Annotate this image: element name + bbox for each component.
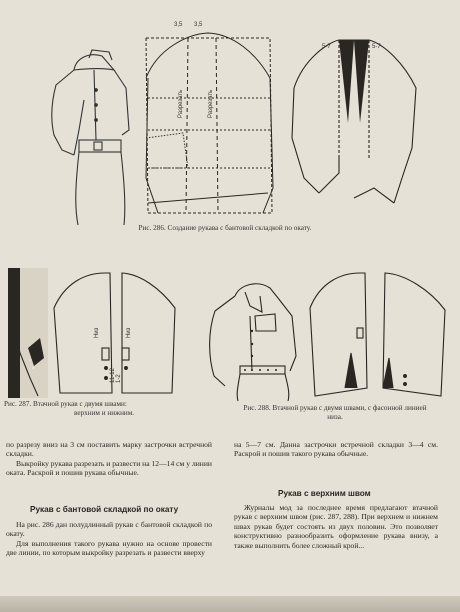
cut-label: Разрезать: [208, 89, 214, 118]
section-heading-bow-pleat: Рукав с бантовой складкой по окату: [30, 505, 179, 514]
caption-line: низа.: [327, 412, 343, 421]
fig287-arm-sketch: [8, 268, 48, 398]
fig287-caption: [4, 400, 204, 417]
paragraph: Для выполнения такого рукава нужно на основе провести две линии, по которым выкройку разрезать и развести вверху: [6, 538, 212, 558]
dim-label: 1-2: [116, 374, 122, 383]
right-column-top: [234, 440, 438, 459]
fig288-bodice-sketch: [200, 276, 305, 401]
label-bottom: Низ: [94, 327, 100, 338]
caption-line: Рис. 288. Втачной рукав с двумя швами, с фасонной линией: [243, 404, 427, 412]
right-column-bottom: [234, 503, 438, 550]
caption-line: Рис. 287. Втачной рукав с двумя швами:: [4, 400, 127, 408]
paragraph: Журналы мод за последнее время предлагают втачной рукав с верхним швом (рис. 287, 288). При верхнем и нижнем швах рукав будет состоять из двух половин. Это позволяет конструктивно разнообразить оформление рукава внизу, а также выполнить более сложный крой...: [234, 503, 438, 550]
dim-label: 11-12: [110, 368, 116, 383]
paragraph: Выкройку рукава разрезать и развести на 12—14 см у линии оката. Раскрой и пошив рукава обычные.: [6, 458, 212, 478]
label-bottom: Низ: [126, 327, 132, 338]
dim-label: 5-7: [372, 44, 381, 50]
fig286-dress-sketch: [34, 30, 144, 225]
fig286-pattern-draft: [138, 18, 280, 223]
fig287-sleeve-halves: [50, 268, 185, 398]
caption-line: верхним и нижним.: [74, 408, 135, 417]
fig286-sleeve-pleat: [284, 28, 424, 208]
section-heading-top-seam: Рукав с верхним швом: [278, 489, 371, 498]
fig288-caption: [212, 404, 458, 421]
left-column-bottom: [6, 520, 212, 558]
dim-label: 3,5: [174, 22, 183, 28]
dim-label: 3,5: [194, 22, 203, 28]
left-column-top: [6, 440, 212, 478]
fig288-sleeve-halves: [305, 268, 455, 403]
paragraph: на 5—7 см. Данна застрочки встречной складки 3—4 см. Раскрой и пошив такого рукава обычные.: [234, 440, 438, 459]
paragraph: по разрезу вниз на 3 см поставить марку застрочки встречной складки.: [6, 440, 212, 459]
paragraph: На рис. 286 дан полудлинный рукав с бантовой складкой по окату.: [6, 520, 212, 539]
fig286-caption: Рис. 286. Создание рукава с бантовой складкой по окату.: [138, 224, 312, 232]
dim-label: 5-7: [322, 44, 331, 50]
cut-label: Разрезать: [178, 89, 184, 118]
page-bottom-shadow: [0, 596, 460, 612]
